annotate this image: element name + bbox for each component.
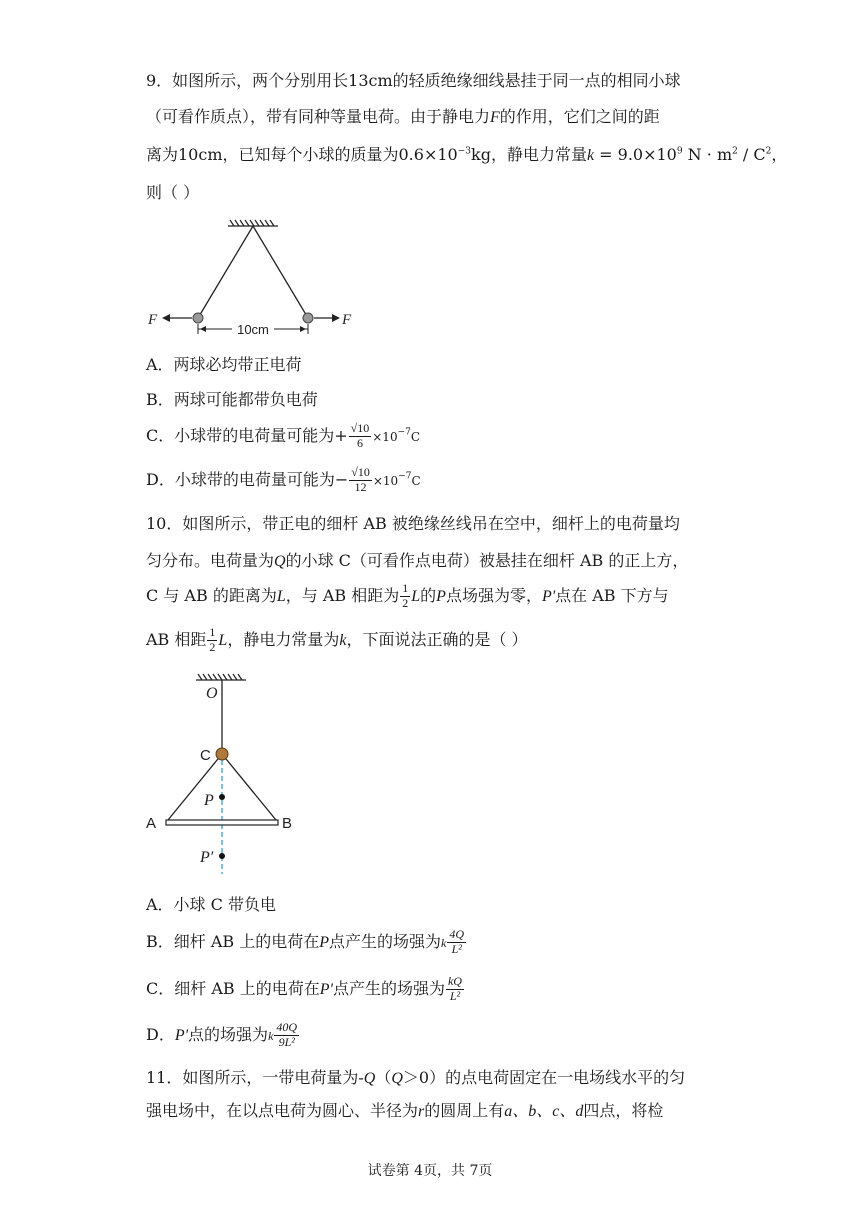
q11-line1: 11．如图所示，一带电荷量为-Q（Q＞0）的点电荷固定在一电场线水平的匀 [146,1068,686,1087]
q10-label-b: B [282,815,293,832]
q9-line4: 则（ ） [146,183,200,202]
q9-distance-label: 10cm [237,322,269,337]
q10-line3: C 与 AB 的距离为L，与 AB 相距为 $\frac{1}{2}$ L的P点场强为零，P'点在 AB 下方与 [146,581,669,610]
q10-label-c: C [200,747,211,764]
q10-point-p [219,794,225,800]
q10-thread-cb [222,754,276,820]
q10-ceiling-hatch [196,674,246,680]
q10-option-a: A．小球 C 带负电 [146,895,276,914]
q9-option-a: A．两球必均带正电荷 [146,355,302,374]
page-footer: 试卷第 4页，共 7页 [367,1163,493,1179]
q9-force-right-label: F [342,312,352,328]
q9-option-d-fraction: $\frac{√10}{12}$ [351,465,370,494]
q9-figure [140,218,360,338]
q10-point-pprime [219,853,225,859]
q10-label-p: P [204,792,214,809]
q10-ball-c [216,748,228,760]
q9-ceiling-hatch [228,220,278,226]
q10-label-a: A [146,815,157,832]
q9-ball-left [193,313,203,323]
q9-option-c-fraction: $\frac{√10}{6}$ [350,421,370,450]
q10-rod-ab [166,820,278,825]
q9-force-left-label: F [148,312,158,328]
q10-label-o: O [206,685,218,702]
q10-half-fraction-2: $\frac{1}{2}$ [209,625,216,654]
q10-figure [140,670,310,880]
q10-option-d-fraction: $\frac{40Q}{\text{9L²}}$ [276,1020,298,1049]
q10-option-b: B．细杆 AB 上的电荷在P点产生的场强为k $\frac{4Q}{\text{L²}}$ [146,927,465,956]
q9-thread-left [198,226,253,318]
q11-line2: 强电场中，在以点电荷为圆心、半径为r的圆周上有a、b、c、d四点，将检 [146,1101,664,1120]
q10-line2: 匀分布。电荷量为Q的小球 C（可看作点电荷）被悬挂在细杆 AB 的正上方， [146,551,689,570]
q9-option-d: D．小球带的电荷量可能为− $\frac{√10}{12}$ $\times 10^{-7}C$ [146,465,421,494]
q10-half-fraction-1: $\frac{1}{2}$ [402,581,409,610]
q9-option-c: C．小球带的电荷量可能为+ $\frac{√10}{6}$ $\times 10^{-7}C$ [146,421,421,450]
q10-option-b-fraction: $\frac{4Q}{\text{L²}}$ [449,927,465,956]
q9-line3: 离为10cm，已知每个小球的质量为$0.6\times 10^{-3}kg$，静电力常量$k = 9.0\times 10^9$ $N \cdot m^2 / C^2$， [146,145,788,164]
q10-line1: 10．如图所示，带正电的细杆 AB 被绝缘丝线吊在空中，细杆上的电荷量均 [146,514,680,533]
q9-line2: （可看作质点），带有同种等量电荷。由于静电力F的作用，它们之间的距 [146,107,660,126]
q10-line4: AB 相距 $\frac{1}{2}$ L，静电力常量为k，下面说法正确的是（ ） [146,625,528,654]
q10-thread-ca [168,754,222,820]
q10-option-d: D．P'点的场强为k $\frac{40Q}{\text{9L²}}$ [146,1020,298,1049]
q9-option-b: B．两球可能都带负电荷 [146,390,318,409]
q10-label-pprime: P′ [200,849,214,866]
q9-thread-right [253,226,308,318]
q9-line1: 9．如图所示，两个分别用长13cm的轻质绝缘细线悬挂于同一点的相同小球 [146,71,681,90]
q10-option-c-fraction: $\frac{kQ}{\text{L²}}$ [447,974,462,1003]
q10-option-c: C．细杆 AB 上的电荷在P'点产生的场强为 $\frac{kQ}{\text{L²}}$ [146,974,462,1003]
q9-ball-right [303,313,313,323]
